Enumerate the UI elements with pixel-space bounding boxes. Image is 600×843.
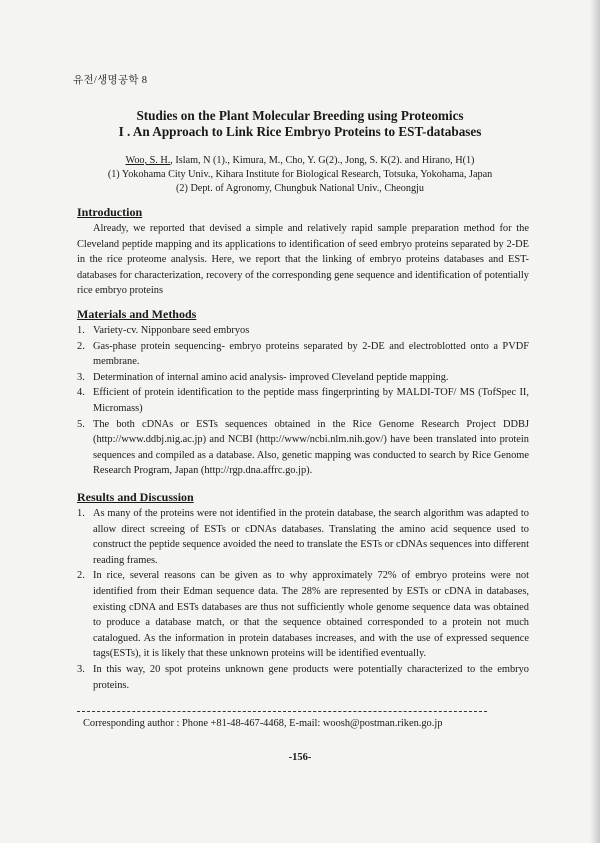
paper-title-line2: I . An Approach to Link Rice Embryo Proteins to EST-databases bbox=[118, 124, 482, 139]
footnote-divider bbox=[77, 711, 487, 712]
author-line bbox=[0, 155, 600, 166]
list-item: 2. In rice, several reasons can be given as to why approximately 72% of embryo proteins were not identified from their Edman sequence data. The 28% are represented by ESTs or cDNA in databases, existing cDNA and ESTs databases are thus not sufficiently whole genome sequence data was obtained to produce a database match, or that the sequence obtained corresponded to a protein not much catalogued. As the information in protein databases increases, and with the use of expressed sequence tags(ESTs), it is likely that these unknown proteins will be identified eventually. bbox=[77, 570, 529, 660]
corresponding-author: Corresponding author : Phone +81-48-467-4468, E-mail: woosh@postman.riken.go.jp bbox=[83, 718, 443, 729]
list-item: 3. In this way, 20 spot proteins unknown gene products were potentially characterized to the embryo proteins. bbox=[77, 663, 529, 691]
results-list bbox=[77, 506, 529, 693]
page-number: -156- bbox=[288, 752, 312, 763]
introduction-heading: Introduction bbox=[77, 205, 143, 219]
lead-author: Woo, S. H. bbox=[125, 155, 171, 166]
section-tag: 유전/생명공학 8 bbox=[73, 75, 148, 86]
list-item: 4. Efficient of protein identification to the peptide mass fingerprinting by MALDI-TOF/ MS (TofSpec II, Micromass) bbox=[77, 387, 529, 414]
paper-title-line1: Studies on the Plant Molecular Breeding using Proteomics bbox=[136, 108, 464, 123]
list-item: 1. As many of the proteins were not identified in the protein database, the search algorithm was adapted to allow direct screeing of ESTs or cDNAs databases. Translating the amino acid sequence used to construct the peptide sequence avoided the need to translate the ESTs or cDNAs sequences into different reading frames. bbox=[77, 508, 529, 566]
affiliation-1: (1) Yokohama City Univ., Kihara Institute for Biological Research, Totsuka, Yokohama, Japan bbox=[107, 169, 493, 180]
introduction-text: Already, we reported that devised a simple and relatively rapid sample preparation method for the Cleveland peptide mapping and its applications to identification of seed embryo proteins separated by 2-DE in the rice proteome analysis. Here, we report that the linking of embryo proteins databases and EST-databases for characterization, recovery of the corresponding gene sequence and identification of potentially rice embryo proteins bbox=[77, 223, 529, 297]
results-heading: Results and Discussion bbox=[77, 490, 194, 504]
co-authors: , Islam, N (1)., Kimura, M., Cho, Y. G(2)., Jong, S. K(2). and Hirano, H(1) bbox=[170, 155, 475, 166]
list-item: 3. Determination of internal amino acid analysis- improved Cleveland peptide mapping. bbox=[77, 371, 449, 383]
methods-heading: Materials and Methods bbox=[77, 307, 197, 321]
list-item: 5. The both cDNAs or ESTs sequences obtained in the Rice Genome Research Project DDBJ (http://www.ddbj.nig.ac.jp) and NCBI (http://www/ncbi.nlm.nih.gov/) have been translated into protein sequences and compiled as a database. Also, genetic mapping was conducted to search by Rice Genome Research Program, Japan (http://rgp.dna.affrc.go.jp). bbox=[77, 418, 529, 477]
affiliation-2: (2) Dept. of Agronomy, Chungbuk National Univ., Cheongju bbox=[176, 183, 424, 194]
list-item: 2. Gas-phase protein sequencing- embryo proteins separated by 2-DE and electroblotted onto a PVDF membrane. bbox=[77, 340, 529, 368]
methods-list bbox=[77, 323, 529, 479]
scan-edge-shadow bbox=[590, 0, 600, 843]
list-item: 1. Variety-cv. Nipponbare seed embryos bbox=[77, 325, 250, 336]
